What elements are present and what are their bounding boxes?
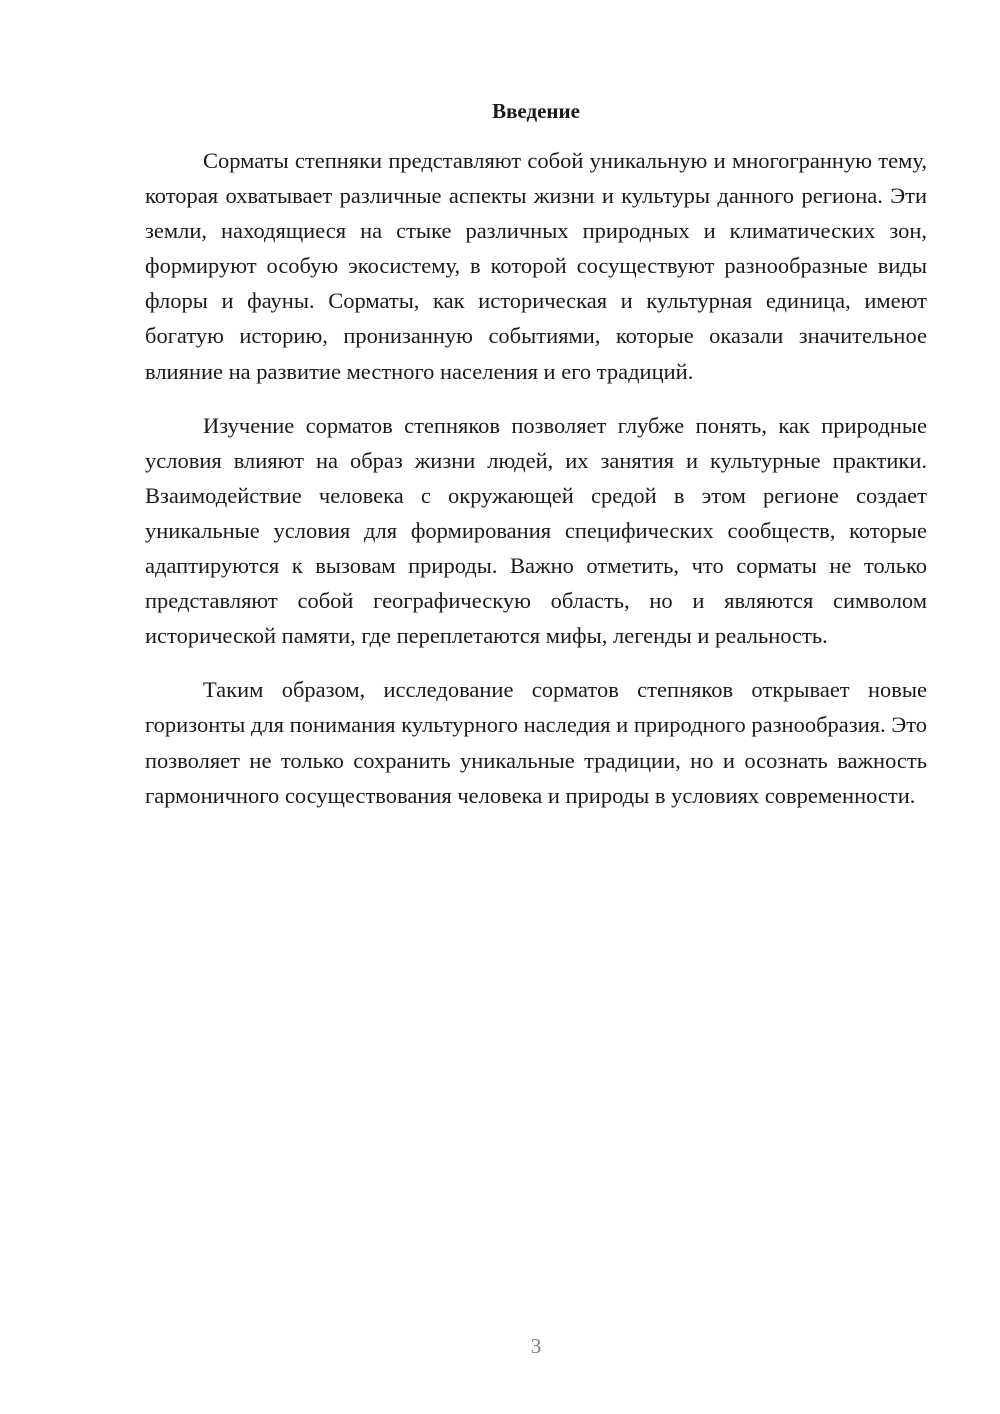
paragraph-1: Сорматы степняки представляют собой уникальную и многогранную тему, которая охватывает различные аспекты жизни и культуры данного региона. Эти земли, находящиеся на стыке различных природных и климатических зон, формируют особую экосистему, в которой сосуществуют разнообразные виды флоры и фауны. Сорматы, как историческая и культурная единица, имеют богатую историю, пронизанную событиями, которые оказали значительное влияние на развитие местного населения и его традиций.: [145, 148, 927, 384]
paragraph-3: Таким образом, исследование сорматов степняков открывает новые горизонты для понимания культурного наследия и природного разнообразия. Это позволяет не только сохранить уникальные традиции, но и осознать важность гармоничного сосуществования человека и природы в условиях современности.: [145, 677, 927, 808]
section-heading: Введение: [492, 99, 580, 123]
page-number: 3: [530, 1334, 542, 1358]
paragraph-2: Изучение сорматов степняков позволяет глубже понять, как природные условия влияют на образ жизни людей, их занятия и культурные практики. Взаимодействие человека с окружающей средой в этом регионе создает уникальные условия для формирования специфических сообществ, которые адаптируются к вызовам природы. Важно отметить, что сорматы не только представляют собой географическую область, но и являются символом исторической памяти, где переплетаются мифы, легенды и реальность.: [145, 412, 927, 649]
body-text: [145, 143, 927, 832]
